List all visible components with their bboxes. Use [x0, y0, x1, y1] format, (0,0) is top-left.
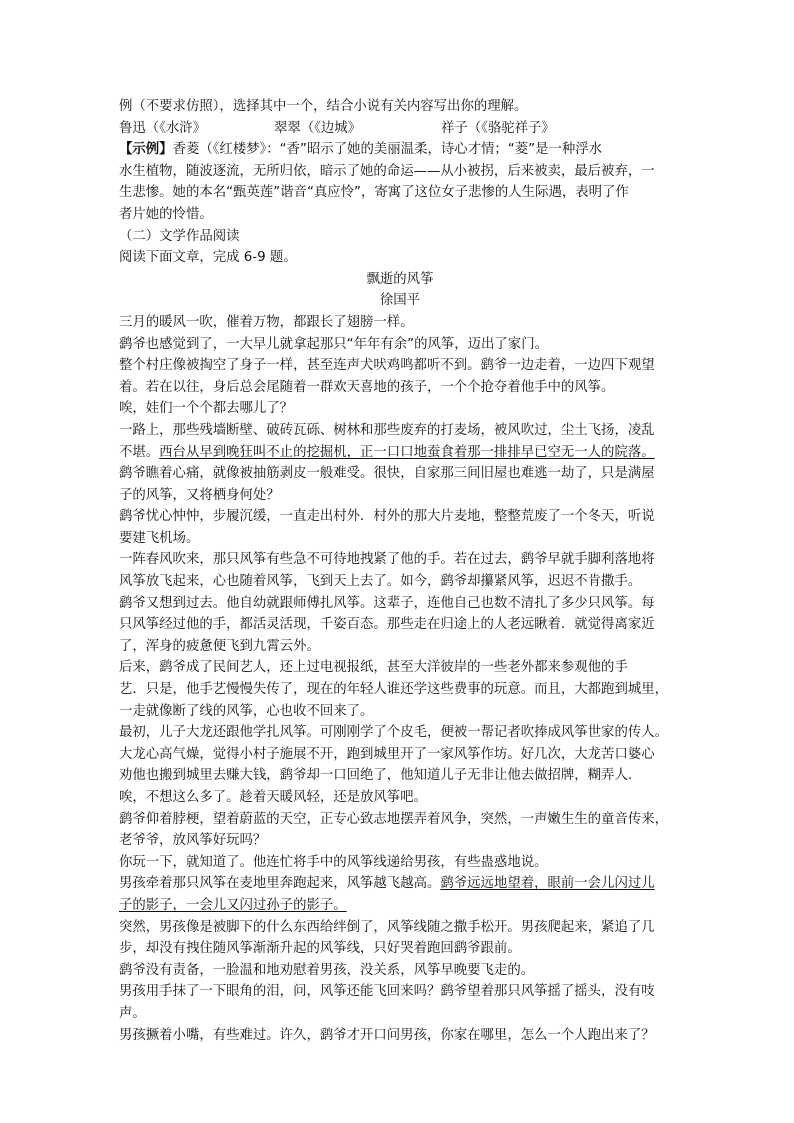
text-line: 艺．只是，他手艺慢慢失传了，现在的年轻人谁还学这些费事的玩意。而且，大都跑到城里，: [119, 682, 669, 698]
text-line: 鹞爷瞧着心痛，就像被抽筋剥皮一般难受。很快，自家那三间旧屋也难逃一劫了，只是满屋: [119, 466, 655, 482]
text-line: 突然，男孩像是被脚下的什么东西给绊倒了，风筝线随之撒手松开。男孩爬起来，紧追了几: [119, 919, 655, 935]
text-line-with-underline: [119, 442, 681, 464]
underlined-fragment: 一会儿又闪过孙子的影子。: [185, 897, 347, 913]
options-row: [119, 118, 681, 140]
text-line: 鹞爷没有责备，一脸温和地劝慰着男孩，没关系，风筝早晚要飞走的。: [119, 962, 535, 978]
article-author: 徐国平: [379, 293, 421, 309]
text-line: 你玩一下，就知道了。他连忙将手中的风筝线递给男孩，有些蛊惑地说。: [119, 854, 548, 870]
text-line: 后来，鹞爷成了民间艺人，还上过电视报纸，甚至大洋彼岸的一些老外都来参观他的手: [119, 660, 628, 676]
text-line: 大龙心高气燥，觉得小村子施展不开，跑到城里开了一家风筝作坊。好几次，大龙苦口婆心: [119, 746, 655, 762]
intro-line: 例（不要求仿照），选择其中一个，结合小说有关内容写出你的理解。: [119, 99, 528, 114]
example-line-2: 水生植物，随波逐流，无所归依，暗示了她的命运——从小被拐，后来被卖，最后被弃，一: [119, 163, 655, 179]
text-line: 子的风筝，又将栖身何处？: [119, 487, 280, 503]
text-line: 鹞爷忧心忡忡，步履沉缓，一直走出村外．村外的那大片麦地，整整荒废了一个冬天，听说: [119, 509, 655, 525]
text-line-with-underline: [119, 895, 681, 917]
text-line: 男孩用手抹了一下眼角的泪，问，风筝还能飞回来吗？鹞爷望着那只风筝摇了摇头，没有吱: [119, 984, 655, 1000]
section-title: （二）文学作品阅读: [119, 228, 240, 244]
text-line: 声。: [119, 1005, 146, 1021]
document-page: [119, 96, 681, 1046]
article-title: 飘逝的风筝: [366, 271, 434, 287]
text-line: 着。若在以往，身后总会尾随着一群欢天喜地的孩子，一个个抢夺着他手中的风筝。: [119, 379, 615, 395]
text-line: 唉，不想这么多了。趁着天暖风轻，还是放风筝吧。: [119, 790, 427, 805]
text-line: 唉，娃们一个个都去哪儿了？: [119, 401, 294, 417]
text-line: 整个村庄像被掏空了身子一样，甚至连声犬吠鸡鸣都听不到。鹞爷一边走着，一边四下观望: [119, 358, 655, 374]
text-line: 步，却没有拽住随风筝渐渐升起的风筝线，只好哭着跑回鹞爷跟前。: [119, 941, 521, 957]
text-line: 鹞爷也感觉到了，一大早儿就拿起那只“年年有余”的风筝，迈出了家门。: [119, 336, 548, 352]
instruction: 阅读下面文章，完成 6-9 题。: [119, 250, 297, 266]
option-2: 翠翠（《边城》: [274, 120, 362, 136]
underlined-sentence-1: 西台从早到晚狂叫不止的挖掘机，正一口口地蚕食着那一排排早已空无一人的院落。: [159, 444, 655, 460]
text-line: 最初，儿子大龙还跟他学扎风筝。可刚刚学了个皮毛，便被一帮记者吹捧成风筝世家的传人。: [119, 725, 669, 741]
example-line-3: 生悲惨。她的本名“甄英莲”谐音“真应怜”，寄寓了这位女子悲惨的人生际遇，表明了作: [119, 185, 629, 201]
example-text-1: 香菱（《红楼梦》：“香”昭示了她的美丽温柔，诗心才情；“菱”是一种浮水: [172, 142, 603, 158]
text-line: 老爷爷，放风筝好玩吗？: [119, 833, 267, 849]
text-line: 要建飞机场。: [119, 530, 200, 546]
text-line-with-underline: [119, 873, 681, 895]
underlined-sentence-2b: [119, 898, 347, 913]
option-1: 鲁迅（《水浒》: [119, 120, 207, 136]
example-line-1: [119, 139, 681, 161]
text-line: 鹞爷又想到过去。他自幼就跟师傅扎风筝。这辈子，连他自己也数不清扎了多少只风筝。每: [119, 595, 655, 611]
text-line: 风筝放飞起来，心也随着风筝，飞到天上去了。如今，鹞爷却攥紧风筝，迟迟不肯撒手。: [119, 574, 642, 590]
option-3: 祥子（《骆驼祥子》: [441, 120, 555, 136]
text-line: 了，浑身的疲惫便飞到九霄云外。: [119, 638, 320, 654]
underlined-fragment: 子的影子，: [119, 897, 186, 913]
text-line: 一走就像断了线的风筝，心也收不回来了。: [119, 703, 374, 719]
text-line: 男孩撅着小嘴，有些难过。许久，鹞爷才开口问男孩，你家在哪里，怎么一个人跑出来了？: [119, 1027, 655, 1043]
text-line: 三月的暖风一吹，催着万物，都跟长了翅膀一样。: [119, 314, 414, 330]
underlined-sentence-2a: 鹞爷远远地望着，眼前一会儿闪过儿: [440, 876, 655, 892]
text-line: 一路上，那些残墙断壁、破砖瓦砾、树林和那些废弃的打麦场，被风吹过，尘土飞扬，凌乱: [119, 422, 655, 438]
text-line: 鹞爷仰着脖梗，望着蔚蓝的天空，正专心致志地摆弄着风争，突然，一声嫩生生的童音传来，: [119, 811, 669, 827]
text-fragment: 不堪。: [119, 444, 160, 460]
text-line: 一阵春风吹来，那只风筝有些急不可待地拽紧了他的手。若在过去，鹞爷早就手脚利落地将: [119, 552, 655, 568]
example-label: 【示例】: [119, 142, 173, 158]
text-line: 劝他也搬到城里去赚大钱，鹞爷却一口回绝了，他知道儿子无非让他去做招牌，糊弄人．: [119, 768, 642, 784]
text-line: 只风筝经过他的手，都活灵活现，千姿百态。那些走在归途上的人老远瞅着．就觉得离家近: [119, 617, 655, 633]
text-fragment: 男孩牵着那只风筝在麦地里奔跑起来，风筝越飞越高。: [119, 876, 441, 892]
example-line-4: 者片她的怜惜。: [119, 206, 213, 222]
